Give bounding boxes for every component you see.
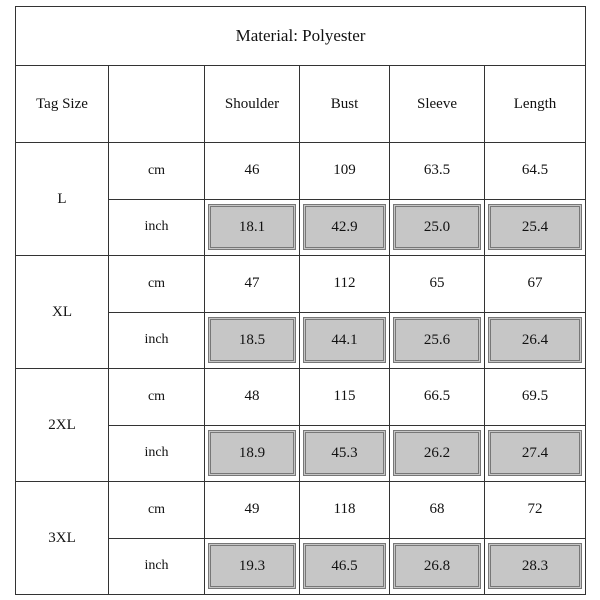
size-label: XL — [16, 256, 109, 369]
cell-sleeve-cm: 65 — [390, 256, 485, 313]
inch-value: 46.5 — [303, 543, 386, 589]
inch-value: 27.4 — [488, 430, 582, 476]
cell-length-cm: 69.5 — [485, 369, 586, 426]
inch-value: 26.8 — [393, 543, 481, 589]
table-row — [16, 369, 586, 426]
cell-bust-cm: 115 — [300, 369, 390, 426]
cell-sleeve-inch — [390, 312, 485, 369]
unit-label-cm: cm — [109, 143, 205, 200]
unit-label-inch: inch — [109, 538, 205, 595]
inch-value: 19.3 — [208, 543, 296, 589]
header-row — [16, 66, 586, 143]
inch-value: 26.4 — [488, 317, 582, 363]
cell-sleeve-inch — [390, 425, 485, 482]
inch-value: 26.2 — [393, 430, 481, 476]
cell-length-cm: 64.5 — [485, 143, 586, 200]
inch-value: 44.1 — [303, 317, 386, 363]
unit-label-cm: cm — [109, 256, 205, 313]
header-tag-size: Tag Size — [16, 66, 109, 143]
cell-sleeve-inch — [390, 199, 485, 256]
inch-value: 42.9 — [303, 204, 386, 250]
cell-bust-inch — [300, 538, 390, 595]
inch-value: 25.0 — [393, 204, 481, 250]
cell-bust-cm: 112 — [300, 256, 390, 313]
cell-length-cm: 72 — [485, 482, 586, 539]
inch-value: 28.3 — [488, 543, 582, 589]
cell-length-inch — [485, 538, 586, 595]
header-bust: Bust — [300, 66, 390, 143]
cell-bust-cm: 109 — [300, 143, 390, 200]
unit-label-cm: cm — [109, 369, 205, 426]
cell-shoulder-cm: 49 — [205, 482, 300, 539]
cell-sleeve-cm: 66.5 — [390, 369, 485, 426]
title-row — [16, 7, 586, 66]
cell-length-inch — [485, 312, 586, 369]
cell-length-inch — [485, 199, 586, 256]
cell-bust-inch — [300, 312, 390, 369]
inch-value: 25.6 — [393, 317, 481, 363]
size-chart — [15, 6, 585, 594]
cell-shoulder-cm: 46 — [205, 143, 300, 200]
header-shoulder: Shoulder — [205, 66, 300, 143]
inch-value: 45.3 — [303, 430, 386, 476]
inch-value: 18.5 — [208, 317, 296, 363]
cell-bust-inch — [300, 425, 390, 482]
unit-label-cm: cm — [109, 482, 205, 539]
cell-sleeve-cm: 68 — [390, 482, 485, 539]
cell-length-inch — [485, 425, 586, 482]
cell-shoulder-cm: 47 — [205, 256, 300, 313]
size-label: 3XL — [16, 482, 109, 595]
unit-label-inch: inch — [109, 199, 205, 256]
header-length: Length — [485, 66, 586, 143]
cell-length-cm: 67 — [485, 256, 586, 313]
table-row — [16, 143, 586, 200]
table-row — [16, 256, 586, 313]
size-table — [15, 6, 586, 595]
cell-shoulder-inch — [205, 312, 300, 369]
cell-shoulder-cm: 48 — [205, 369, 300, 426]
cell-shoulder-inch — [205, 425, 300, 482]
size-label: 2XL — [16, 369, 109, 482]
cell-shoulder-inch — [205, 199, 300, 256]
header-sleeve: Sleeve — [390, 66, 485, 143]
cell-bust-inch — [300, 199, 390, 256]
unit-label-inch: inch — [109, 425, 205, 482]
cell-bust-cm: 118 — [300, 482, 390, 539]
inch-value: 25.4 — [488, 204, 582, 250]
size-label: L — [16, 143, 109, 256]
cell-sleeve-cm: 63.5 — [390, 143, 485, 200]
table-row — [16, 482, 586, 539]
table-title: Material: Polyester — [16, 7, 586, 66]
header-unit — [109, 66, 205, 143]
inch-value: 18.1 — [208, 204, 296, 250]
inch-value: 18.9 — [208, 430, 296, 476]
unit-label-inch: inch — [109, 312, 205, 369]
cell-sleeve-inch — [390, 538, 485, 595]
cell-shoulder-inch — [205, 538, 300, 595]
